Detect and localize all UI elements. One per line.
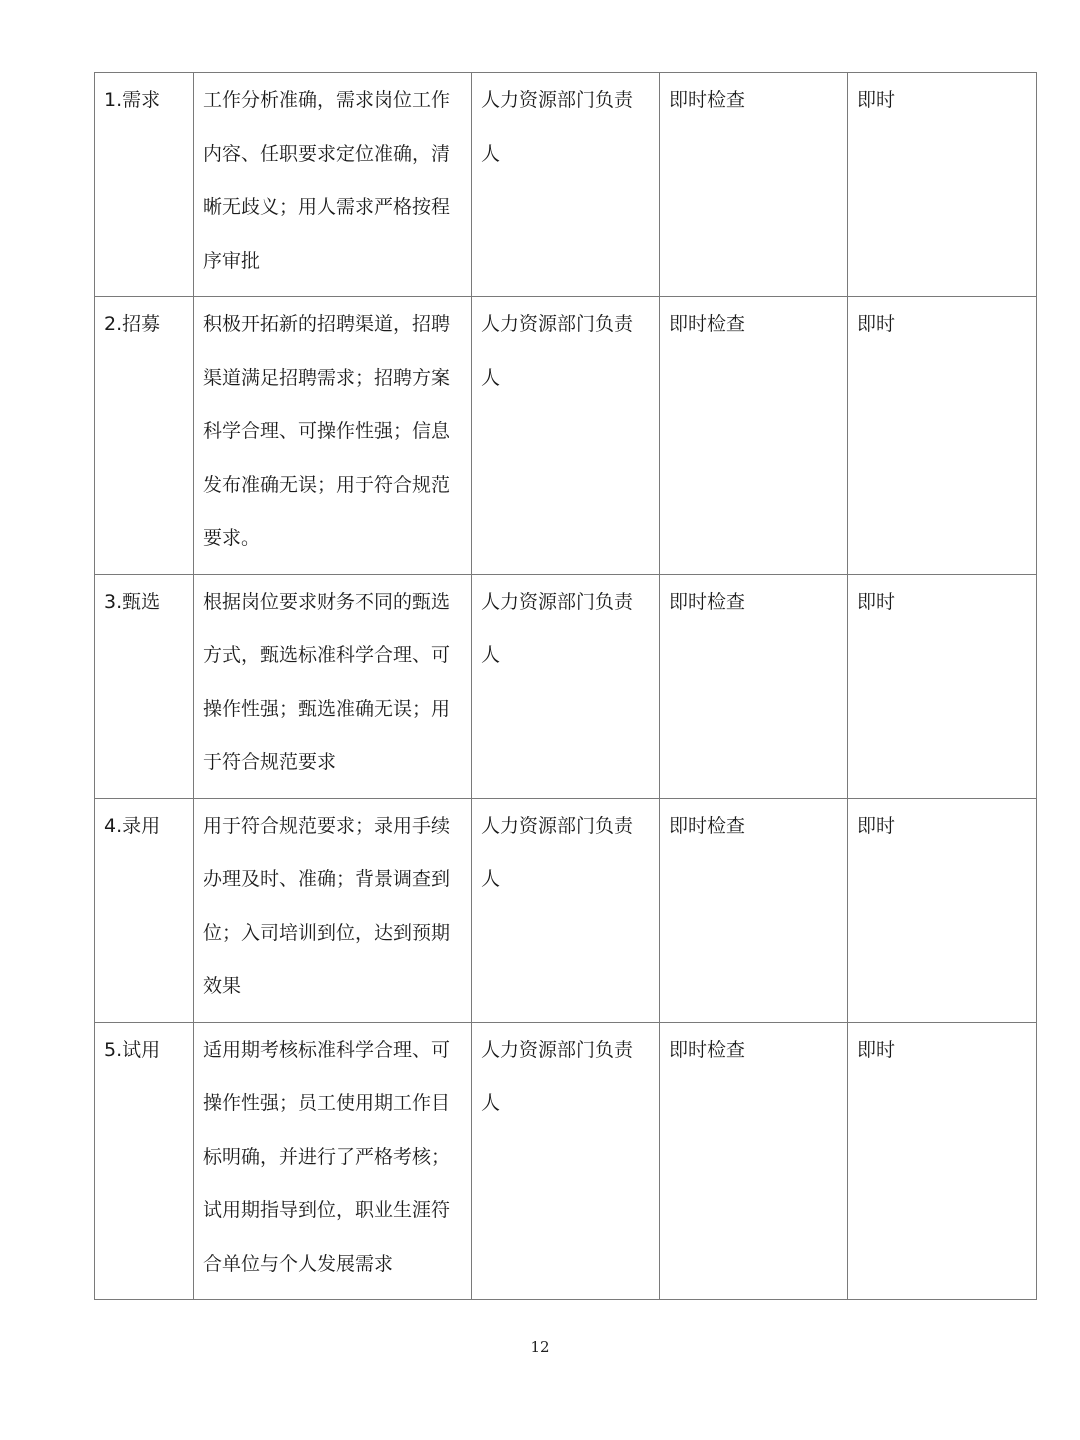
stage-cell: 2.招募	[95, 297, 194, 575]
timing-cell: 即时	[848, 1022, 1037, 1300]
recruitment-control-table	[94, 72, 1037, 1300]
responsible-cell: 人力资源部门负责人	[472, 574, 660, 798]
method-cell: 即时检查	[660, 297, 848, 575]
page-number: 12	[530, 1338, 550, 1356]
method-cell: 即时检查	[660, 574, 848, 798]
responsible-cell: 人力资源部门负责人	[472, 297, 660, 575]
timing-cell: 即时	[848, 574, 1037, 798]
timing-cell: 即时	[848, 297, 1037, 575]
table-row	[95, 574, 1037, 798]
standard-cell: 适用期考核标准科学合理、可操作性强；员工使用期工作目标明确，并进行了严格考核；试用期指导到位，职业生涯符合单位与个人发展需求	[194, 1022, 472, 1300]
standard-cell: 根据岗位要求财务不同的甄选方式，甄选标准科学合理、可操作性强；甄选准确无误；用于符合规范要求	[194, 574, 472, 798]
standard-cell: 工作分析准确，需求岗位工作内容、任职要求定位准确，清晰无歧义；用人需求严格按程序审批	[194, 73, 472, 297]
method-cell: 即时检查	[660, 73, 848, 297]
responsible-cell: 人力资源部门负责人	[472, 798, 660, 1022]
timing-cell: 即时	[848, 73, 1037, 297]
stage-cell: 3.甄选	[95, 574, 194, 798]
standard-cell: 用于符合规范要求；录用手续办理及时、准确；背景调查到位；入司培训到位，达到预期效果	[194, 798, 472, 1022]
responsible-cell: 人力资源部门负责人	[472, 73, 660, 297]
table-row	[95, 1022, 1037, 1300]
method-cell: 即时检查	[660, 798, 848, 1022]
method-cell: 即时检查	[660, 1022, 848, 1300]
timing-cell: 即时	[848, 798, 1037, 1022]
table-row	[95, 798, 1037, 1022]
stage-cell: 5.试用	[95, 1022, 194, 1300]
table-row	[95, 297, 1037, 575]
table-row	[95, 73, 1037, 297]
responsible-cell: 人力资源部门负责人	[472, 1022, 660, 1300]
standard-cell: 积极开拓新的招聘渠道，招聘渠道满足招聘需求；招聘方案科学合理、可操作性强；信息发布准确无误；用于符合规范要求。	[194, 297, 472, 575]
stage-cell: 4.录用	[95, 798, 194, 1022]
stage-cell: 1.需求	[95, 73, 194, 297]
